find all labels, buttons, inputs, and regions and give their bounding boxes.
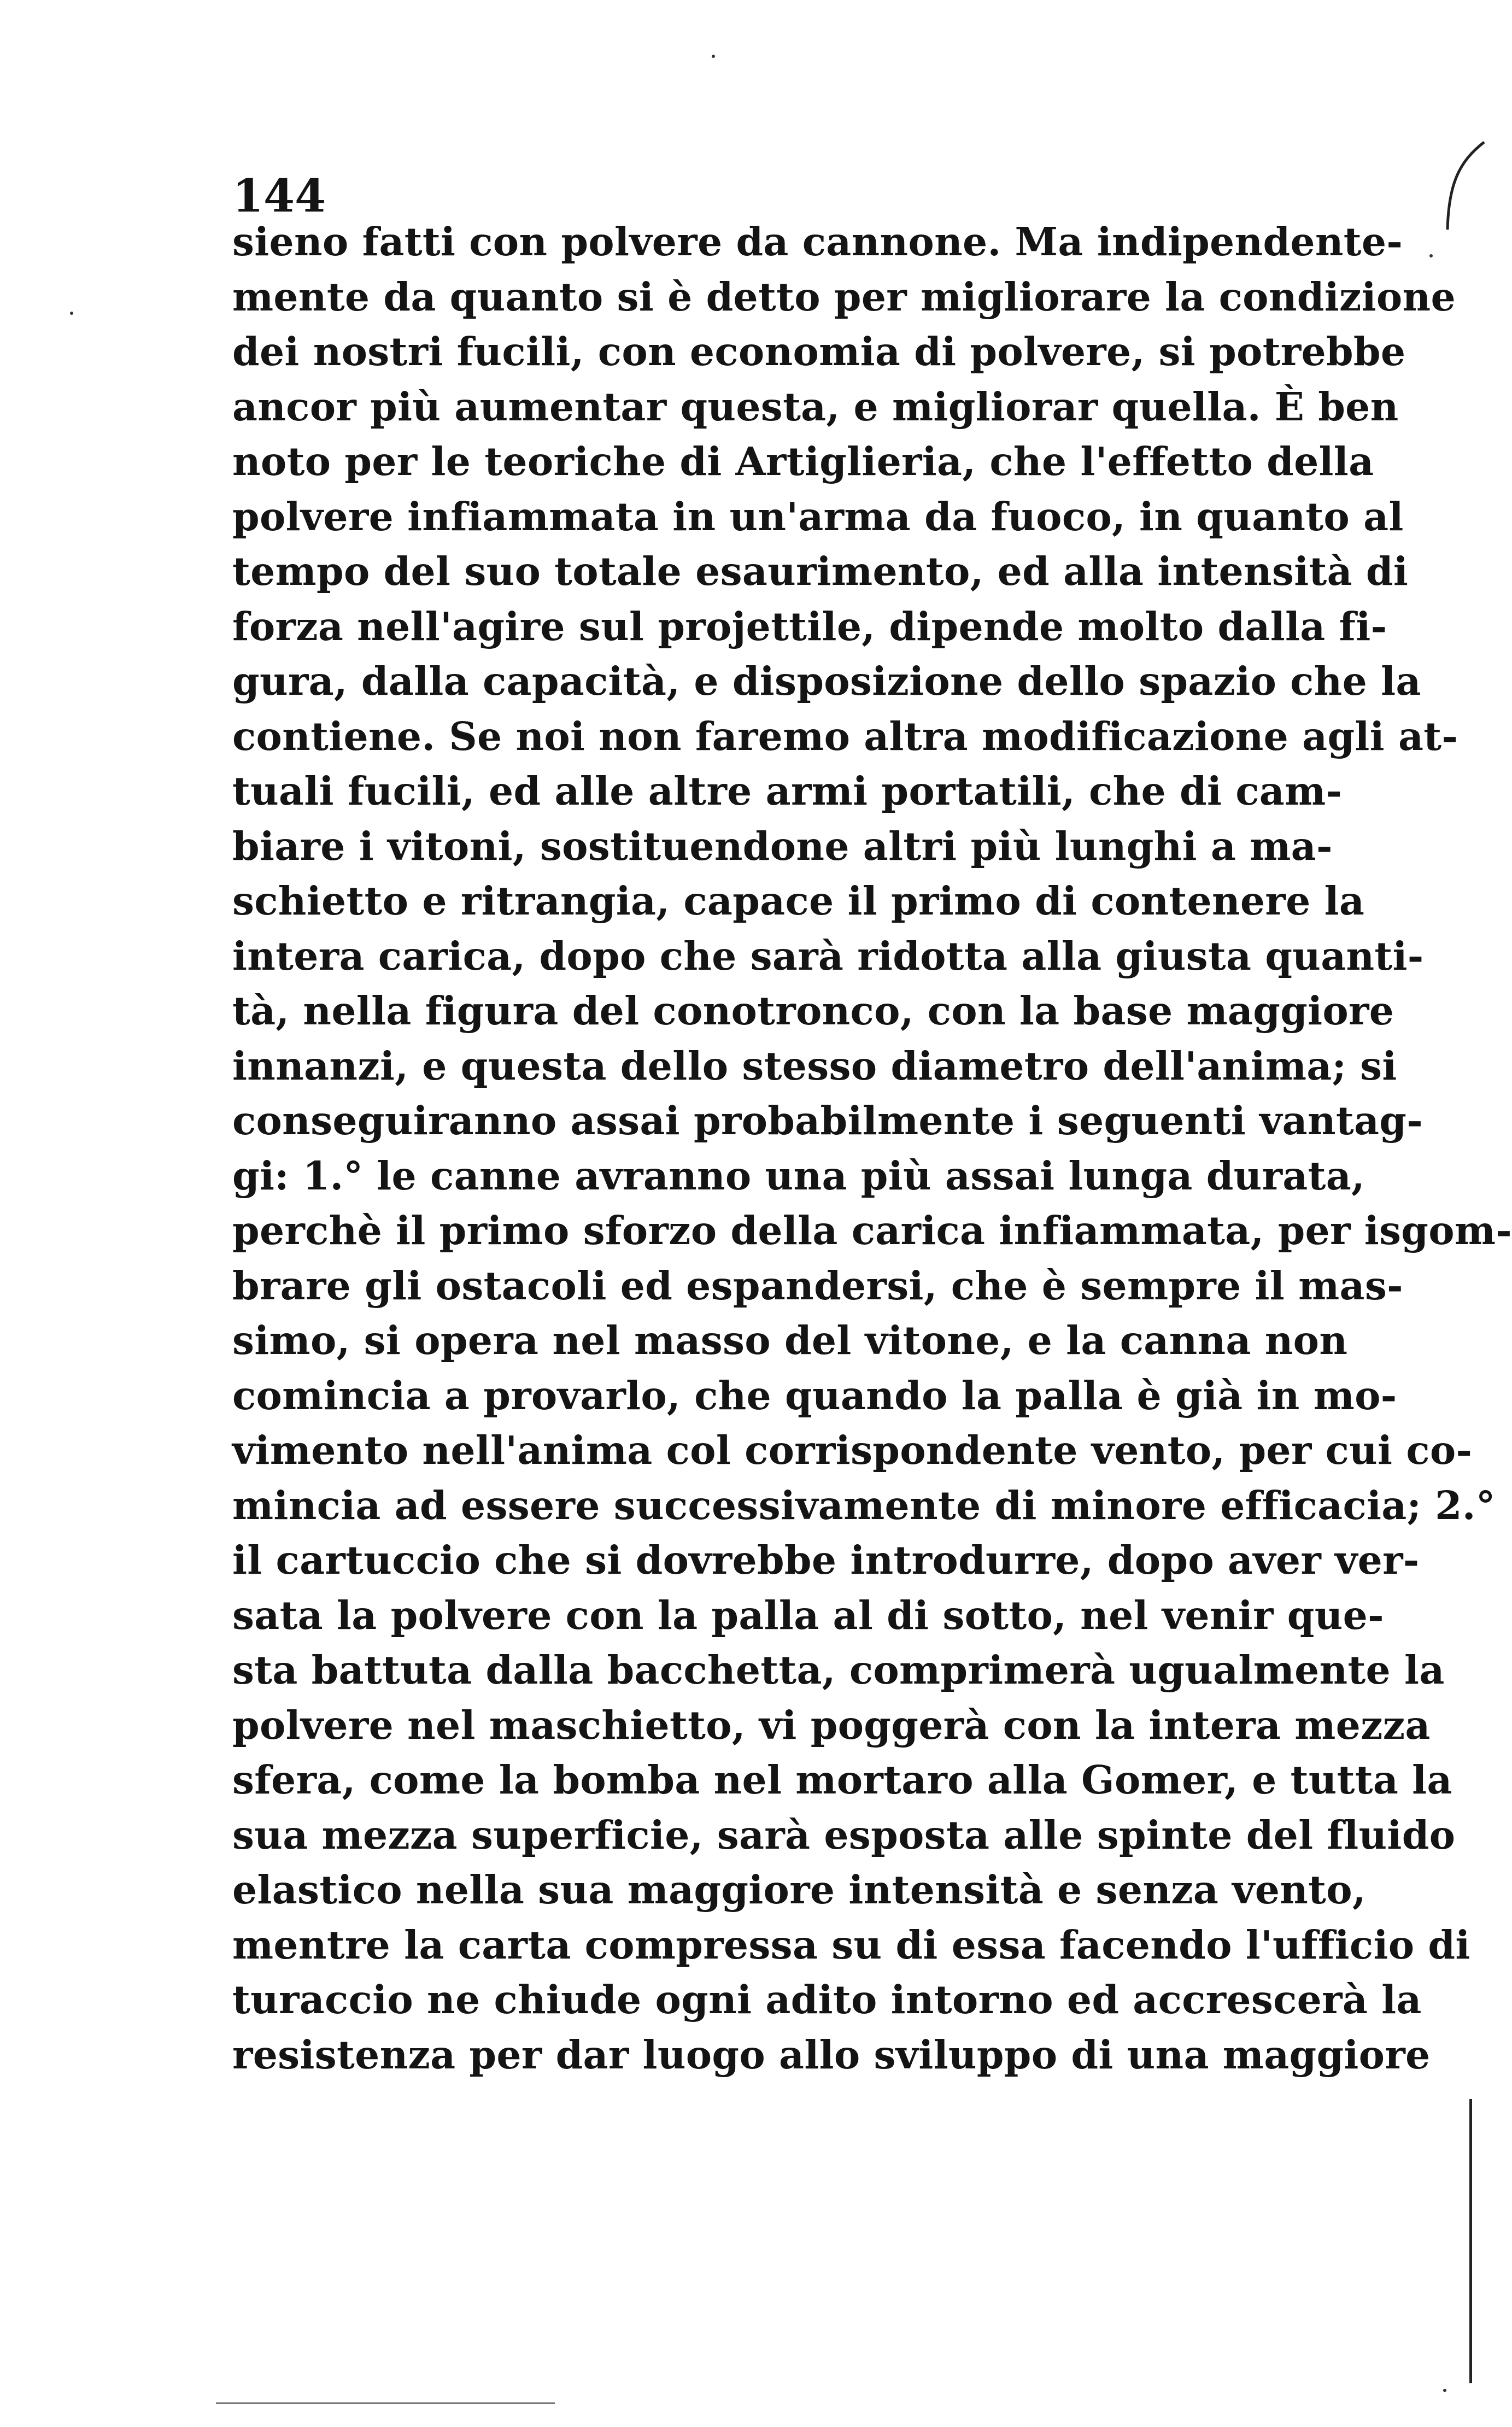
text-line: forza nell'agire sul projettile, dipende molto dalla fi- [232, 603, 1387, 649]
text-line: ancor più aumentar questa, e migliorar quella. È ben [232, 383, 1399, 430]
text-line: gura, dalla capacità, e disposizione dello spazio che la [232, 658, 1421, 704]
text-line: polvere infiammata in un'arma da fuoco, in quanto al [232, 493, 1404, 540]
text-line: polvere nel maschietto, vi poggerà con la intera mezza [232, 1702, 1431, 1748]
text-line: turaccio ne chiude ogni adito intorno ed accrescerà la [232, 1977, 1422, 2022]
text-line: vimento nell'anima col corrispondente vento, per cui co- [232, 1427, 1473, 1473]
scan-speck [1429, 254, 1433, 257]
body-text [232, 214, 1512, 2082]
text-line: mente da quanto si è detto per migliorare la condizione [232, 273, 1456, 320]
text-line: sata la polvere con la palla al di sotto, nel venir que- [232, 1592, 1384, 1638]
text-line: innanzi, e questa dello stesso diametro dell'anima; si [232, 1042, 1397, 1089]
text-line: sua mezza superficie, sarà esposta alle spinte del fluido [232, 1812, 1456, 1858]
text-line: brare gli ostacoli ed espandersi, che è sempre il mas- [232, 1262, 1403, 1309]
text-line: noto per le teoriche di Artiglieria, che l'effetto della [232, 438, 1374, 484]
text-line: elastico nella sua maggiore intensità e senza vento, [232, 1867, 1366, 1913]
text-line: il cartuccio che si dovrebbe introdurre, dopo aver ver- [232, 1537, 1420, 1583]
scan-edge-bar [1469, 2099, 1472, 2383]
text-line: tempo del suo totale esaurimento, ed alla intensità di [232, 548, 1409, 594]
text-line: sta battuta dalla bacchetta, comprimerà ugualmente la [232, 1647, 1445, 1693]
scan-speck [712, 55, 715, 58]
scan-edge-mark [1438, 139, 1487, 232]
text-line: intera carica, dopo che sarà ridotta alla giusta quanti- [232, 933, 1424, 979]
text-line: conseguiranno assai probabilmente i seguenti vantag- [232, 1098, 1423, 1144]
scan-speck [70, 312, 73, 315]
text-line: schietto e ritrangia, capace il primo di contenere la [232, 878, 1365, 924]
text-line: perchè il primo sforzo della carica infiammata, per isgom- [232, 1207, 1512, 1253]
text-line: resistenza per dar luogo allo sviluppo di una maggiore [232, 2031, 1431, 2078]
text-line: tà, nella figura del conotronco, con la base maggiore [232, 988, 1394, 1034]
text-line: tuali fucili, ed alle altre armi portatili, che di cam- [232, 768, 1343, 814]
text-line: gi: 1.° le canne avranno una più assai lunga durata, [232, 1152, 1366, 1199]
text-line: dei nostri fucili, con economia di polvere, si potrebbe [232, 329, 1406, 374]
text-line: simo, si opera nel masso del vitone, e la canna non [232, 1317, 1348, 1363]
bottom-rule [216, 2402, 555, 2404]
text-line: sieno fatti con polvere da cannone. Ma indipendente- [232, 219, 1403, 265]
text-line: biare i vitoni, sostituendone altri più lunghi a ma- [232, 823, 1333, 869]
page-number: 144 [232, 170, 326, 222]
text-line: sfera, come la bomba nel mortaro alla Gomer, e tutta la [232, 1757, 1452, 1803]
text-line: comincia a provarlo, che quando la palla è già in mo- [232, 1372, 1397, 1418]
text-line: contiene. Se noi non faremo altra modificazione agli at- [232, 713, 1458, 759]
scan-speck [1443, 2389, 1446, 2392]
text-line: mincia ad essere successivamente di minore efficacia; 2.° [232, 1482, 1496, 1528]
text-line: mentre la carta compressa su di essa facendo l'ufficio di [232, 1921, 1470, 1968]
